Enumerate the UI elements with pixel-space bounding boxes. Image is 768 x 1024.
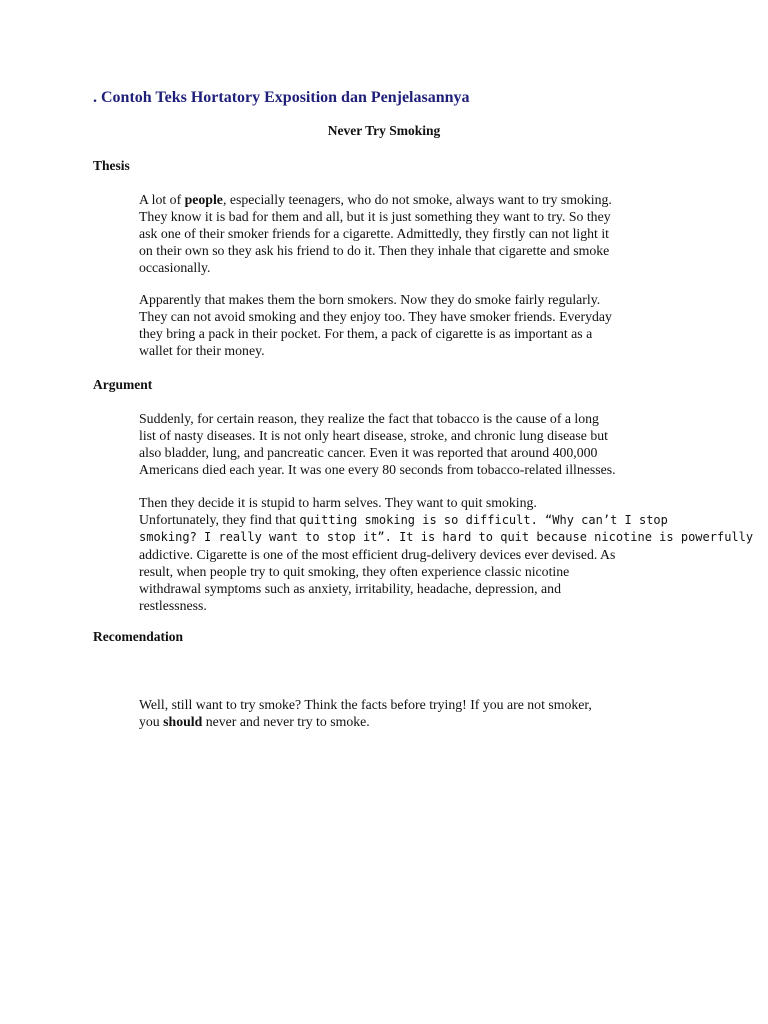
paragraph-line: addictive. Cigarette is one of the most efficient drug-delivery devices ever devised. As bbox=[139, 547, 616, 562]
section-label-recommendation: Recomendation bbox=[93, 629, 183, 644]
paragraph-line: Apparently that makes them the born smokers. Now they do smoke fairly regularly. bbox=[139, 292, 601, 307]
paragraph-line: restlessness. bbox=[139, 598, 207, 613]
paragraph-line: ask one of their smoker friends for a cigarette. Admittedly, they firstly can not light it bbox=[139, 226, 609, 241]
paragraph-line bbox=[139, 191, 679, 208]
argument-paragraph-1 bbox=[139, 410, 679, 478]
thesis-paragraph-2 bbox=[139, 291, 679, 359]
paragraph-line: Then they decide it is stupid to harm selves. They want to quit smoking. bbox=[139, 495, 537, 510]
paragraph-line bbox=[139, 511, 679, 529]
paragraph-line: also bladder, lung, and pancreatic cancer. Even it was reported that around 400,000 bbox=[139, 445, 598, 460]
recommendation-paragraph-1 bbox=[139, 696, 679, 730]
text-run: quitting smoking is so difficult. “Why can’t I stop bbox=[299, 513, 668, 527]
paragraph-line: They can not avoid smoking and they enjoy too. They have smoker friends. Everyday bbox=[139, 309, 612, 324]
bold-text-run: should bbox=[163, 714, 203, 729]
paragraph-line: list of nasty diseases. It is not only heart disease, stroke, and chronic lung disease but bbox=[139, 428, 608, 443]
paragraph-line: they bring a pack in their pocket. For them, a pack of cigarette is as important as a bbox=[139, 326, 593, 341]
section-label-argument: Argument bbox=[93, 377, 153, 392]
paragraph-line: Americans died each year. It was one every 80 seconds from tobacco-related illnesses. bbox=[139, 462, 616, 477]
paragraph-line: Suddenly, for certain reason, they realize the fact that tobacco is the cause of a long bbox=[139, 411, 599, 426]
paragraph-line: occasionally. bbox=[139, 260, 211, 275]
text-run: Unfortunately, they find that bbox=[139, 512, 300, 527]
section-label-thesis: Thesis bbox=[93, 158, 130, 173]
paragraph-line: on their own so they ask his friend to do it. Then they inhale that cigarette and smoke bbox=[139, 243, 610, 258]
bold-text-run: people bbox=[184, 192, 223, 207]
argument-paragraph-2 bbox=[139, 494, 754, 614]
text-run: never and never try to smoke. bbox=[202, 714, 370, 729]
paragraph-line: result, when people try to quit smoking, they often experience classic nicotine bbox=[139, 564, 570, 579]
paragraph-line: withdrawal symptoms such as anxiety, irritability, headache, depression, and bbox=[139, 581, 561, 596]
paragraph-line: They know it is bad for them and all, but it is just something they want to try. So they bbox=[139, 209, 611, 224]
paragraph-line: smoking? I really want to stop it”. It is hard to quit because nicotine is powerfully bbox=[139, 530, 754, 544]
document-title: Never Try Smoking bbox=[327, 123, 441, 138]
text-run: A lot of bbox=[139, 192, 185, 207]
thesis-paragraph-1 bbox=[139, 191, 679, 276]
paragraph-line: Well, still want to try smoke? Think the facts before trying! If you are not smoker, bbox=[139, 697, 592, 712]
paragraph-line: wallet for their money. bbox=[139, 343, 265, 358]
document-heading: . Contoh Teks Hortatory Exposition dan Penjelasannya bbox=[93, 89, 470, 106]
text-run: you bbox=[139, 714, 164, 729]
text-run: , especially teenagers, who do not smoke, always want to try smoking. bbox=[222, 192, 612, 207]
paragraph-line bbox=[139, 713, 679, 730]
